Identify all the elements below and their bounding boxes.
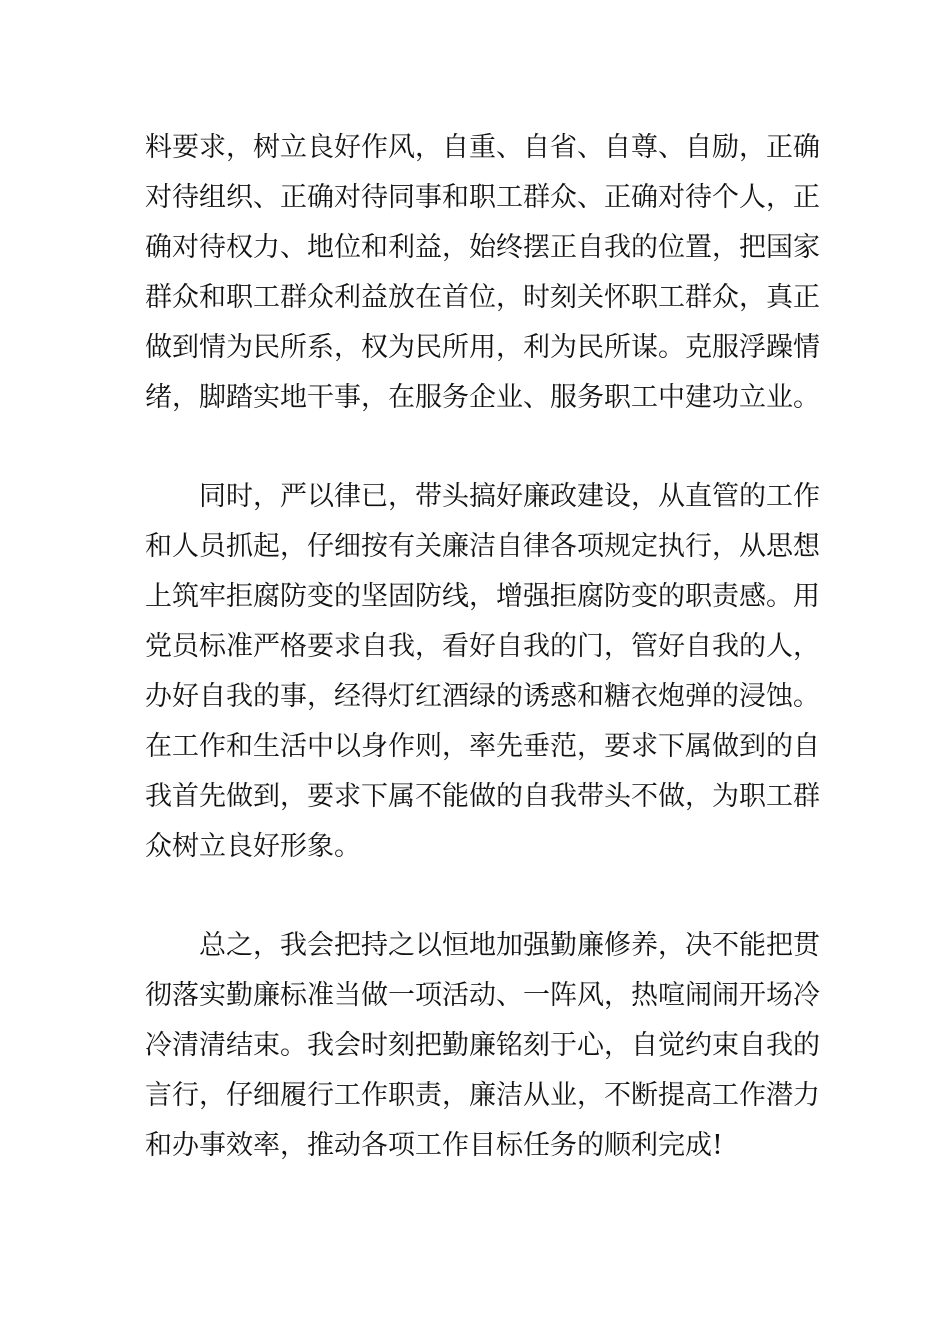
paragraph-line: 党员标准严格要求自我，看好自我的门，管好自我的人， [145, 631, 820, 662]
paragraph-line: 众树立良好形象。 [145, 831, 361, 862]
paragraph-line: 群众和职工群众利益放在首位，时刻关怀职工群众，真正 [145, 282, 820, 313]
paragraph-line: 料要求，树立良好作风，自重、自省、自尊、自励，正确 [145, 132, 820, 163]
paragraph-line: 在工作和生活中以身作则，率先垂范，要求下属做到的自 [145, 731, 820, 762]
paragraph-line: 我首先做到，要求下属不能做的自我带头不做，为职工群 [145, 781, 820, 812]
paragraph-line: 和人员抓起，仔细按有关廉洁自律各项规定执行，从思想 [145, 531, 820, 562]
paragraph-line: 同时，严以律已，带头搞好廉政建设，从直管的工作 [199, 481, 820, 512]
paragraph-line: 确对待权力、地位和利益，始终摆正自我的位置，把国家 [145, 232, 820, 263]
paragraph-line: 绪，脚踏实地干事，在服务企业、服务职工中建功立业。 [145, 382, 820, 413]
paragraph-line: 冷清清结束。我会时刻把勤廉铭刻于心，自觉约束自我的 [145, 1030, 820, 1061]
paragraph-line: 和办事效率，推动各项工作目标任务的顺利完成! [145, 1130, 723, 1161]
paragraph-line: 做到情为民所系，权为民所用，利为民所谋。克服浮躁情 [145, 332, 820, 363]
paragraph-line: 彻落实勤廉标准当做一项活动、一阵风，热喧闹闹开场冷 [145, 980, 820, 1011]
paragraph-line: 办好自我的事，经得灯红酒绿的诱惑和糖衣炮弹的浸蚀。 [145, 681, 820, 712]
paragraph-line: 言行，仔细履行工作职责，廉洁从业，不断提高工作潜力 [145, 1080, 820, 1111]
paragraph-line: 总之，我会把持之以恒地加强勤廉修养，决不能把贯 [199, 930, 820, 961]
paragraph-line: 对待组织、正确对待同事和职工群众、正确对待个人，正 [145, 182, 820, 213]
paragraph-line: 上筑牢拒腐防变的坚固防线，增强拒腐防变的职责感。用 [145, 581, 820, 612]
